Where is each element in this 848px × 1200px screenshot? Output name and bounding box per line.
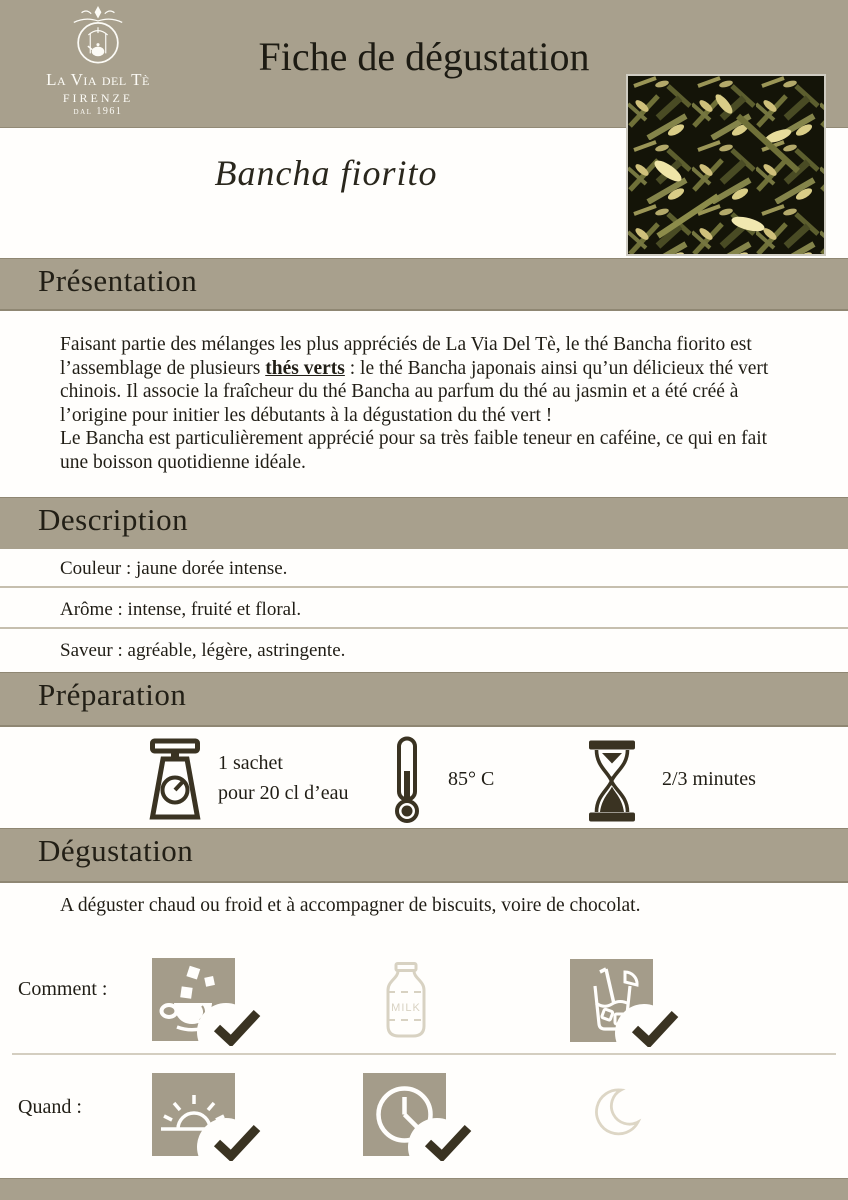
presentation-title: Présentation — [38, 263, 198, 298]
scale-icon — [146, 738, 204, 820]
brand-since: dal 1961 — [73, 106, 123, 117]
dose-line1: 1 sachet — [218, 752, 283, 774]
dose-line2: pour 20 cl d’eau — [218, 782, 349, 804]
brand-city: FIRENZE — [62, 91, 134, 105]
check-icon — [212, 1123, 262, 1161]
milk-bottle-icon — [383, 962, 429, 1038]
presentation-body — [60, 333, 794, 474]
tea-leaves-photo — [626, 74, 826, 256]
option-hot-tea — [152, 958, 235, 1041]
option-morning — [152, 1073, 235, 1156]
time-label: 2/3 minutes — [662, 768, 756, 790]
description-band — [0, 497, 848, 552]
presentation-body-end: : le thé Bancha japonais ainsi qu’un délicieux thé vert chinois. Il associe la fraîcheur du thé Bancha au parfum du thé au jasmin et a été créé à l’origine pour initier les débutants à la dégustation du thé vert ! — [60, 357, 769, 426]
hourglass-icon — [588, 740, 636, 822]
presentation-body-emphasis: thés verts — [265, 357, 345, 379]
presentation-body-start: Faisant partie des mélanges les plus appréciés de La Via Del Tè, le thé Bancha fiorito est l’assemblage de plusieurs — [60, 334, 752, 379]
check-icon — [423, 1123, 473, 1161]
when-label: Quand : — [18, 1096, 82, 1118]
brand-name: La Via del Tè — [46, 70, 150, 89]
preparation-title: Préparation — [38, 677, 187, 712]
moon-icon — [590, 1086, 642, 1140]
description-title: Description — [38, 502, 189, 537]
tea-name: Bancha fiorito — [214, 153, 438, 193]
dose-label — [218, 748, 349, 808]
how-label: Comment : — [18, 978, 108, 1000]
thermometer-icon — [392, 736, 422, 824]
check-icon — [212, 1008, 262, 1046]
description-row-saveur: Saveur : agréable, légère, astringente. — [0, 631, 848, 670]
check-icon — [630, 1009, 680, 1047]
option-iced-tea — [570, 959, 653, 1042]
page-title: Fiche de dégustation — [258, 34, 590, 79]
temperature-label: 85° C — [448, 768, 495, 790]
presentation-body-line2: Le Bancha est particulièrement apprécié pour sa très faible teneur en caféine, ce qui en fait une boisson quotidienne idéale. — [60, 428, 768, 473]
row-divider — [12, 1053, 836, 1055]
presentation-band — [0, 258, 848, 311]
description-row-couleur: Couleur : jaune dorée intense. — [0, 549, 848, 588]
degustation-title: Dégustation — [38, 833, 194, 868]
milk-text: MILK — [391, 1002, 421, 1014]
preparation-band — [0, 672, 848, 727]
degustation-note: A déguster chaud ou froid et à accompagner de biscuits, voire de chocolat. — [60, 895, 641, 916]
footer-band — [0, 1178, 848, 1200]
option-afternoon — [363, 1073, 446, 1156]
degustation-band — [0, 828, 848, 883]
description-row-arome: Arôme : intense, fruité et floral. — [0, 590, 848, 629]
